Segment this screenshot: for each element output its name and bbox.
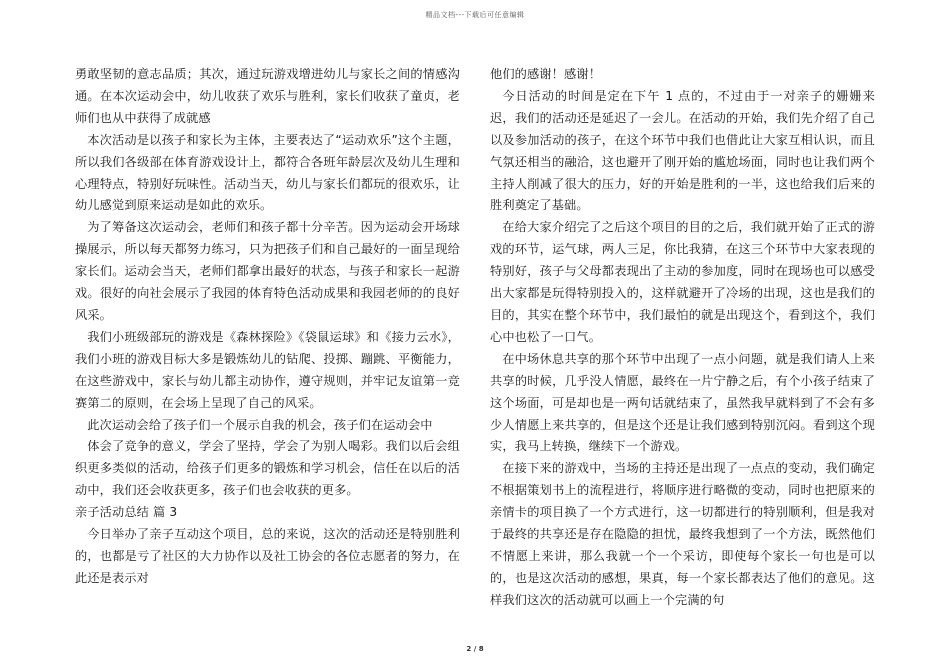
page-header: 精品文档---下载后可任意编辑: [425, 11, 525, 19]
right-paragraph: 他们的感谢！感谢！: [490, 67, 602, 81]
right-paragraph: 在接下来的游戏中，当场的主持还是出现了一点点的变动，我们确定不根据策划书上的流程进行，将顺序进行略微的变动，同时也把原来的亲情卡的项目换了一个方式进行，这一切都进行的特别顺利，但是我对于最终的共享还是存在隐隐的担忧，最终我想到了一个方法，既然他们不情愿上来讲，那么我就一个一个采访，即使每个家长一句也是可以的，也是这次活动的感想，果真，每一个家长都表达了他们的意见。这样我们这次的活动就可以画上一个完满的句: [490, 461, 875, 607]
left-paragraph: 体会了竞争的意义，学会了坚持，学会了为别人喝彩。我们以后会组织更多类似的活动，给孩子们更多的锻炼和学习机会，信任在以后的活动中，我们还会收获更多，孩子们也会收获的更多。: [75, 439, 460, 498]
right-paragraph: 在给大家介绍完了之后这个项目的目的之后，我们就开始了正式的游戏的环节，运气球，两人三足，你比我猜，在这三个环节中大家表现的特别好，孩子与父母都表现出了主动的参加度，同时在现场也可以感受出大家都是玩得特别投入的，这样就避开了冷场的出现，这也是我们的目的，其实在整个环节中，我们最怕的就是出现这个，看到这个，我们心中也松了一口气。: [490, 220, 875, 344]
left-paragraph: 为了筹备这次运动会，老师们和孩子都十分辛苦。因为运动会开场球操展示，所以每天都努力练习，只为把孩子们和自己最好的一面呈现给家长们。运动会当天，老师们都拿出最好的状态，与孩子和家长一起游戏。很好的向社会展示了我园的体育特色活动成果和我园老师的的良好风采。: [75, 220, 460, 322]
left-paragraph: 本次活动是以孩子和家长为主体，主要表达了“运动欢乐”这个主题，所以我们各级部在体育游戏设计上，都符合各班年龄层次及幼儿生理和心理特点，特别好玩味性。活动当天，幼儿与家长们都玩的很欢乐，让幼儿感觉到原来运动是如此的欢乐。: [75, 132, 460, 213]
left-column: [75, 64, 460, 590]
left-paragraph: 勇敢坚韧的意志品质；其次，通过玩游戏增进幼儿与家长之间的情感沟通。在本次运动会中，幼儿收获了欢乐与胜利，家长们收获了童贞，老师们也从中获得了成就感: [75, 67, 460, 125]
left-paragraph: 我们小班级部玩的游戏是《森林探险》《袋鼠运球》和《接力云水》，我们小班的游戏目标大多是锻炼幼儿的钻爬、投掷、蹦跳、平衡能力，在这些游戏中，家长与幼儿都主动协作，遵守规则，并牢记友谊第一竞赛第二的原则，在会场上呈现了自己的风采。: [75, 329, 460, 410]
left-paragraph: 今日举办了亲子互动这个项目，总的来说，这次的活动还是特别胜利的，也都是亏了社区的大力协作以及社工协会的各位志愿者的努力，在此还是表示对: [75, 527, 460, 585]
right-column: [490, 64, 875, 612]
left-paragraph: 亲子活动总结 篇 3: [75, 505, 178, 520]
left-paragraph: 此次运动会给了孩子们一个展示自我的机会，孩子们在运动会中: [87, 417, 433, 432]
right-paragraph: 在中场休息共享的那个环节中出现了一点小问题，就是我们请人上来共享的时候，几乎没人情愿，最终在一片宁静之后，有个小孩子结束了这个场面，可是却也是一两句话就结束了，虽然我早就料到了不会有多少人情愿上来共享的，但是这个还是让我们感到特别沉闷。看到这个现实，我马上转换，继续下一个游戏。: [490, 351, 875, 454]
page-number: 2 / 8: [466, 645, 484, 653]
right-paragraph: 今日活动的时间是定在下午 1 点的，不过由于一对亲子的姗姗来迟，我们的活动还是延迟了一会儿。在活动的开始，我们先介绍了自己以及参加活动的孩子，在这个环节中我们也借此让大家互相认识，而且气氛还相当的融洽，这也避开了刚开始的尴尬场面，同时也让我们两个主持人削减了很大的压力，好的开始是胜利的一半，这也给我们后来的胜利奠定了基础。: [490, 88, 875, 213]
